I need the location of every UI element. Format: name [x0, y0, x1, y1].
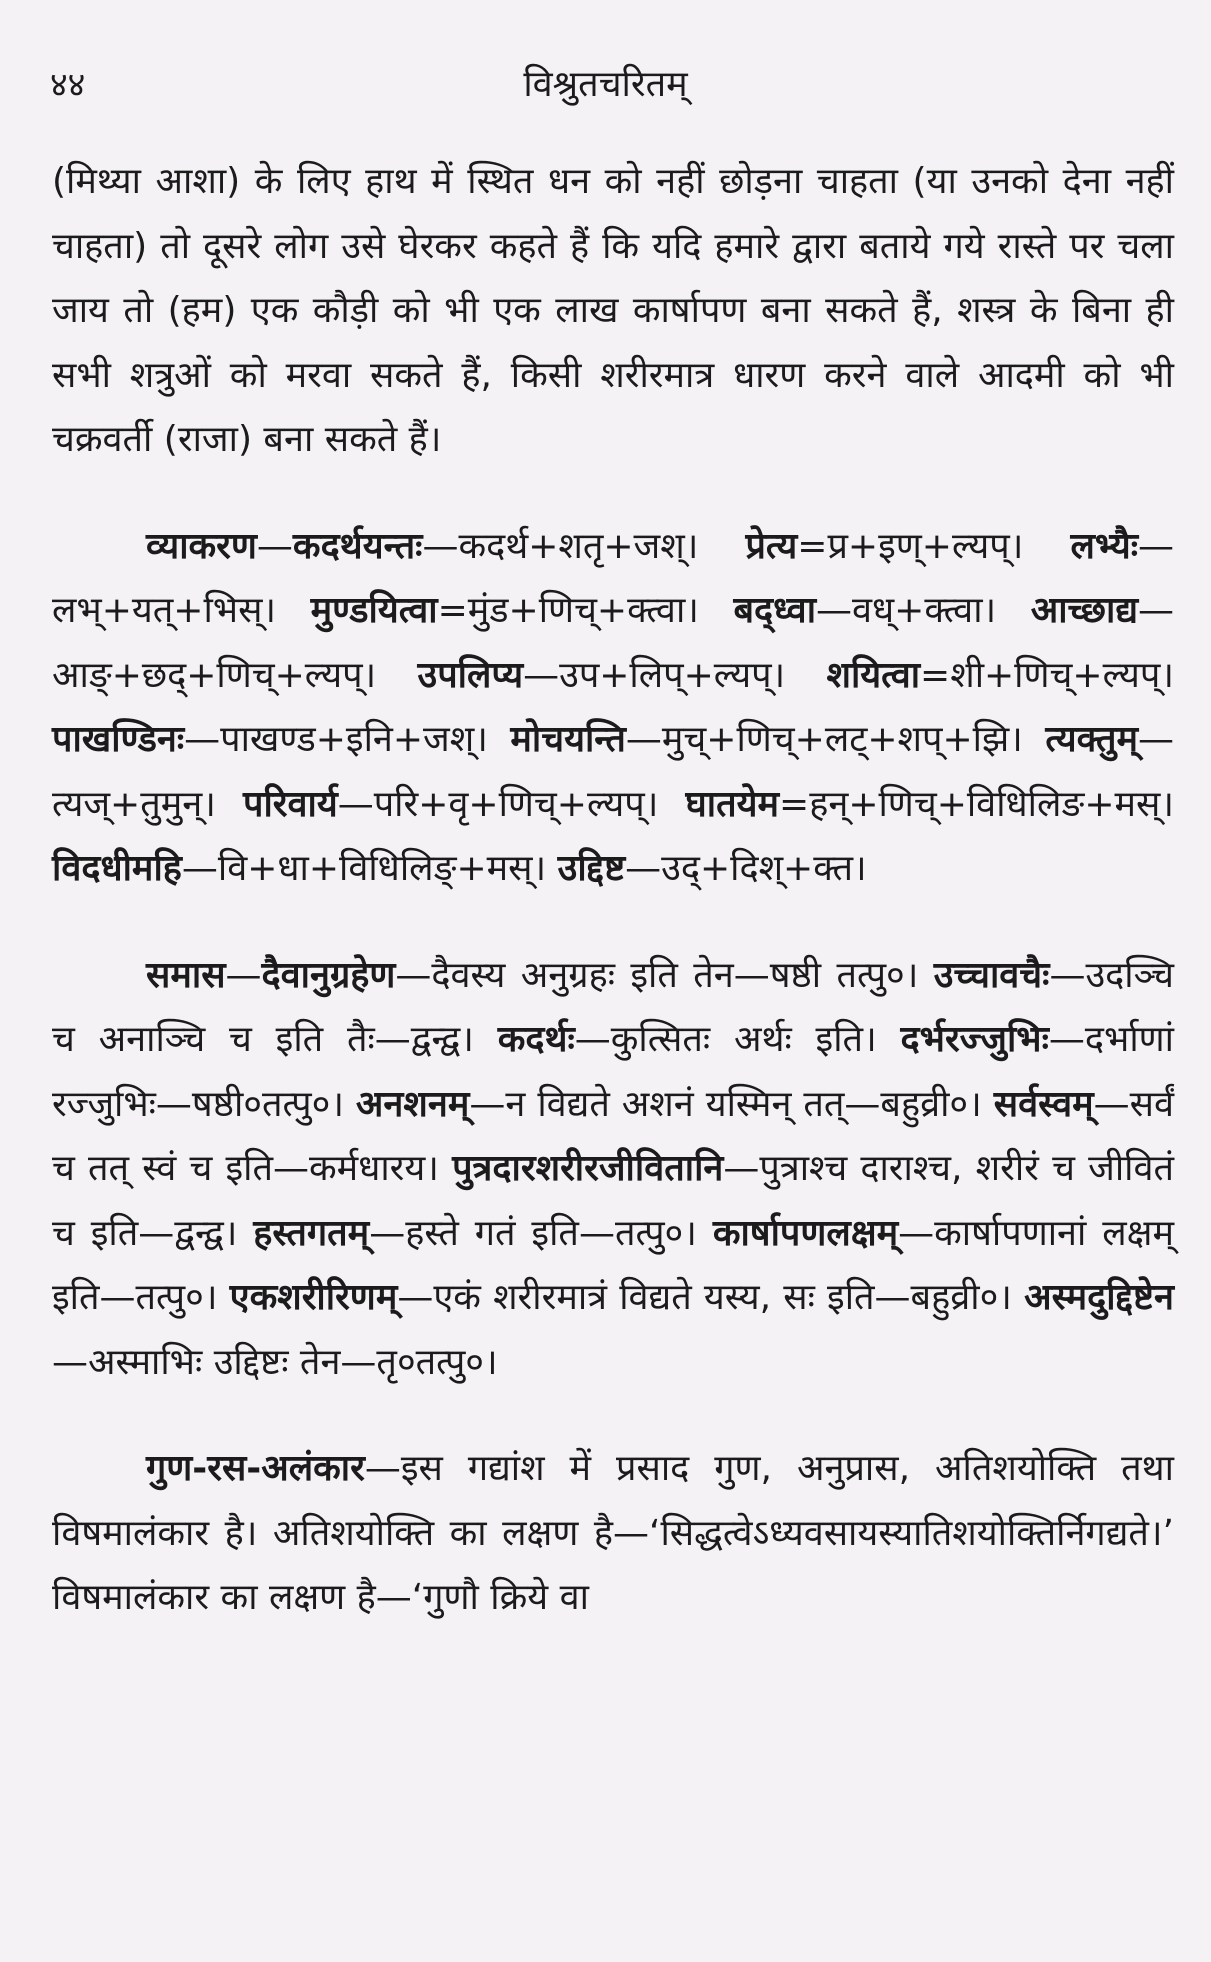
- term-gloss: पुत्राश्च दाराश्च, शरीरं च जीवितं च इति—द्वन्द्व।: [52, 1148, 1175, 1254]
- term: एकशरीरिणम्: [229, 1277, 398, 1318]
- vyakarana-paragraph: व्याकरण—कदर्थयन्तः—कदर्थ+शतृ+जश्। प्रेत्य=प्र+इण्+ल्यप्। लभ्यैः—लभ्+यत्+भिस्। मुण्डयित्वा=मुंड+णिच्+क्त्वा। बद्ध्वा—वध्+क्त्वा। आच्छाद्य—आङ्+छद्+णिच्+ल्यप्। उपलिप्य—उप+लिप्+ल्यप्। शयित्वा=शी+णिच्+ल्यप्। पाखण्डिनः—पाखण्ड+इनि+जश्। मोचयन्ति—मुच्+णिच्+लट्+शप्+झि। त्यक्तुम्—त्यज्+तुमुन्। परिवार्य—परि+वृ+णिच्+ल्यप्। घातयेम=हन्+णिच्+विधिलिङ+मस्। विदधीमहि—वि+धा+विधिलिङ्+मस्। उद्दिष्ट—उद्+दिश्+क्त।: [52, 525, 1175, 889]
- term-separator: —: [574, 1019, 611, 1060]
- term: अस्मदुद्दिष्टेन: [1024, 1277, 1174, 1318]
- term-separator: —: [1138, 719, 1174, 760]
- samasa-items: [52, 955, 1174, 1383]
- term: कदर्थयन्तः: [292, 525, 423, 567]
- term-separator: —: [1138, 590, 1175, 631]
- vyakarana-heading: व्याकरण: [146, 525, 257, 567]
- term: त्यक्तुम्: [1045, 719, 1138, 760]
- term-separator: =: [920, 654, 951, 696]
- guna-text: इस गद्यांश में प्रसाद गुण, अनुप्रास, अतिशयोक्ति तथा विषमालंकार है। अतिशयोक्ति का लक्षण है—‘सिद्धत्वेऽध्यवसायस्यातिशयोक्तिर्निगद्यते।’ विषमालंकार का लक्षण है—‘गुणौ क्रिये वा: [52, 1448, 1174, 1618]
- term: परिवार्य: [243, 783, 338, 825]
- term-gloss: दैवस्य अनुग्रहः इति तेन—षष्ठी तत्पु०।: [431, 954, 934, 996]
- running-title: विश्रुतचरितम्: [523, 64, 688, 105]
- term-gloss: एकं शरीरमात्रं विद्यते यस्य, सः इति—बहुव्री०।: [433, 1277, 1025, 1318]
- term-gloss: आङ्+छद्+णिच्+ल्यप्।: [52, 654, 418, 696]
- term-separator: —: [395, 954, 432, 996]
- term-separator: —: [1138, 525, 1174, 567]
- term-gloss: उप+लिप्+ल्यप्।: [559, 654, 827, 696]
- term-separator: —: [397, 1277, 434, 1318]
- term-gloss: मुच्+णिच्+लट्+शप्+झि।: [661, 719, 1046, 760]
- term-separator: —: [898, 1212, 935, 1254]
- term: दैवानुग्रहेण: [261, 954, 396, 996]
- term-separator: —: [369, 1212, 406, 1254]
- term-gloss: त्यज्+तुमुन्।: [52, 783, 244, 825]
- term-gloss: न विद्यते अशनं यस्मिन् तत्—बहुव्री०।: [505, 1083, 994, 1125]
- term-separator: —: [625, 719, 662, 760]
- term: हस्तगतम्: [253, 1212, 370, 1254]
- term: मुण्डयित्वा: [310, 590, 438, 631]
- term-separator: —: [816, 590, 853, 631]
- term: दर्भरज्जुभिः: [900, 1019, 1049, 1060]
- term-gloss: सर्वं च तत् स्वं च इति—कर्मधारय।: [52, 1083, 1174, 1189]
- term-separator: —: [723, 1148, 760, 1189]
- term: कार्षापणलक्षम्: [712, 1212, 899, 1254]
- term: प्रेत्य: [745, 525, 798, 567]
- page-number: ४४: [50, 65, 86, 105]
- term-separator: —: [181, 848, 218, 889]
- term: सर्वस्वम्: [993, 1083, 1094, 1125]
- term: कदर्थः: [497, 1019, 575, 1060]
- term-gloss: अस्माभिः उद्दिष्टः तेन—तृ०तत्पु०।: [88, 1341, 498, 1383]
- term: घातयेम: [685, 783, 780, 825]
- term-gloss: उद्+दिश्+क्त।: [661, 848, 867, 889]
- samasa-heading: समास: [146, 954, 226, 996]
- term-gloss: हस्ते गतं इति—तत्पु०।: [405, 1212, 713, 1254]
- term-separator: —: [469, 1083, 506, 1125]
- term-gloss: शी+णिच्+ल्यप्।: [950, 654, 1174, 696]
- term-separator: =: [797, 525, 828, 567]
- term-separator: —: [52, 1341, 88, 1383]
- term-separator: —: [1048, 1019, 1085, 1060]
- term-separator: =: [437, 590, 468, 631]
- page-body: [52, 150, 1174, 1631]
- term-gloss: मुंड+णिच्+क्त्वा।: [467, 590, 734, 631]
- term: पुत्रदारशरीरजीवितानि: [452, 1148, 724, 1189]
- term-gloss: कदर्थ+शतृ+जश्।: [458, 525, 746, 567]
- term: आच्छाद्य: [1030, 590, 1139, 631]
- term-gloss: हन्+णिच्+विधिलिङ+मस्।: [809, 783, 1174, 825]
- term: शयित्वा: [826, 654, 921, 696]
- samasa-paragraph: समास—दैवानुग्रहेण—दैवस्य अनुग्रहः इति तेन—षष्ठी तत्पु०। उच्चावचैः—उदञ्चि च अनाञ्चि च इति तैः—द्वन्द्व। कदर्थः—कुत्सितः अर्थः इति। दर्भरज्जुभिः—दर्भाणां रज्जुभिः—षष्ठी०तत्पु०। अनशनम्—न विद्यते अशनं यस्मिन् तत्—बहुव्री०। सर्वस्वम्—सर्वं च तत् स्वं च इति—कर्मधारय। पुत्रदारशरीरजीवितानि—पुत्राश्च दाराश्च, शरीरं च जीवितं च इति—द्वन्द्व। हस्तगतम्—हस्ते गतं इति—तत्पु०। कार्षापणलक्षम्—कार्षापणानां लक्षम् इति—तत्पु०। एकशरीरिणम्—एकं शरीरमात्रं विद्यते यस्य, सः इति—बहुव्री०। अस्मदुद्दिष्टेन—अस्माभिः उद्दिष्टः तेन—तृ०तत्पु०।: [52, 954, 1175, 1383]
- page-header: [50, 52, 1161, 112]
- term-gloss: परि+वृ+णिच्+ल्यप्।: [373, 783, 686, 825]
- guna-paragraph: गुण-रस-अलंकार—इस गद्यांश में प्रसाद गुण, अनुप्रास, अतिशयोक्ति तथा विषमालंकार है। अतिशयोक्ति का लक्षण है—‘सिद्धत्वेऽध्यवसायस्यातिशयोक्तिर्निगद्यते।’ विषमालंकार का लक्षण है—‘गुणौ क्रिये वा: [52, 1448, 1174, 1618]
- term: उपलिप्य: [417, 654, 524, 696]
- term-separator: —: [337, 783, 374, 825]
- term: उद्दिष्ट: [557, 848, 626, 889]
- term: मोचयन्ति: [510, 719, 626, 760]
- term-separator: —: [1049, 954, 1086, 996]
- term: विदधीमहि: [52, 848, 182, 889]
- term-gloss: दर्भाणां रज्जुभिः—षष्ठी०तत्पु०।: [52, 1019, 1174, 1125]
- term-gloss: प्र+इण्+ल्यप्।: [827, 525, 1071, 567]
- term-separator: —: [523, 654, 560, 696]
- term-gloss: कार्षापणानां लक्षम् इति—तत्पु०।: [52, 1212, 1175, 1318]
- term: पाखण्डिनः: [52, 719, 185, 760]
- term-separator: —: [184, 719, 221, 760]
- vyakarana-items: [52, 526, 1174, 890]
- term: उच्चावचैः: [933, 954, 1050, 996]
- translation-paragraph: (मिथ्या आशा) के लिए हाथ में स्थित धन को नहीं छोड़ना चाहता (या उनको देना नहीं चाहता) तो दूसरे लोग उसे घेरकर कहते हैं कि यदि हमारे द्वारा बताये गये रास्ते पर चला जाय तो (हम) एक कौड़ी को भी एक लाख कार्षापण बना सकते हैं, शस्त्र के बिना ही सभी शत्रुओं को मरवा सकते हैं, किसी शरीरमात्र धारण करने वाले आदमी को भी चक्रवर्ती (राजा) बना सकते हैं।: [52, 161, 1174, 460]
- term-separator: —: [422, 525, 459, 567]
- term-separator: —: [625, 848, 662, 889]
- term-gloss: कुत्सितः अर्थः इति।: [610, 1019, 901, 1060]
- term-separator: =: [779, 783, 810, 825]
- guna-heading: गुण-रस-अलंकार: [146, 1448, 365, 1489]
- term-gloss: वि+धा+विधिलिङ्+मस्।: [217, 848, 558, 889]
- term-gloss: उदञ्चि च अनाञ्चि च इति तैः—द्वन्द्व।: [52, 954, 1174, 1060]
- term-gloss: लभ्+यत्+भिस्।: [52, 590, 311, 631]
- term: लभ्यैः: [1070, 525, 1138, 567]
- term-separator: —: [1093, 1083, 1130, 1125]
- term: बद्ध्वा: [733, 590, 817, 631]
- term: अनशनम्: [355, 1083, 470, 1125]
- term-gloss: पाखण्ड+इनि+जश्।: [220, 719, 511, 760]
- term-gloss: वध्+क्त्वा।: [852, 590, 1031, 631]
